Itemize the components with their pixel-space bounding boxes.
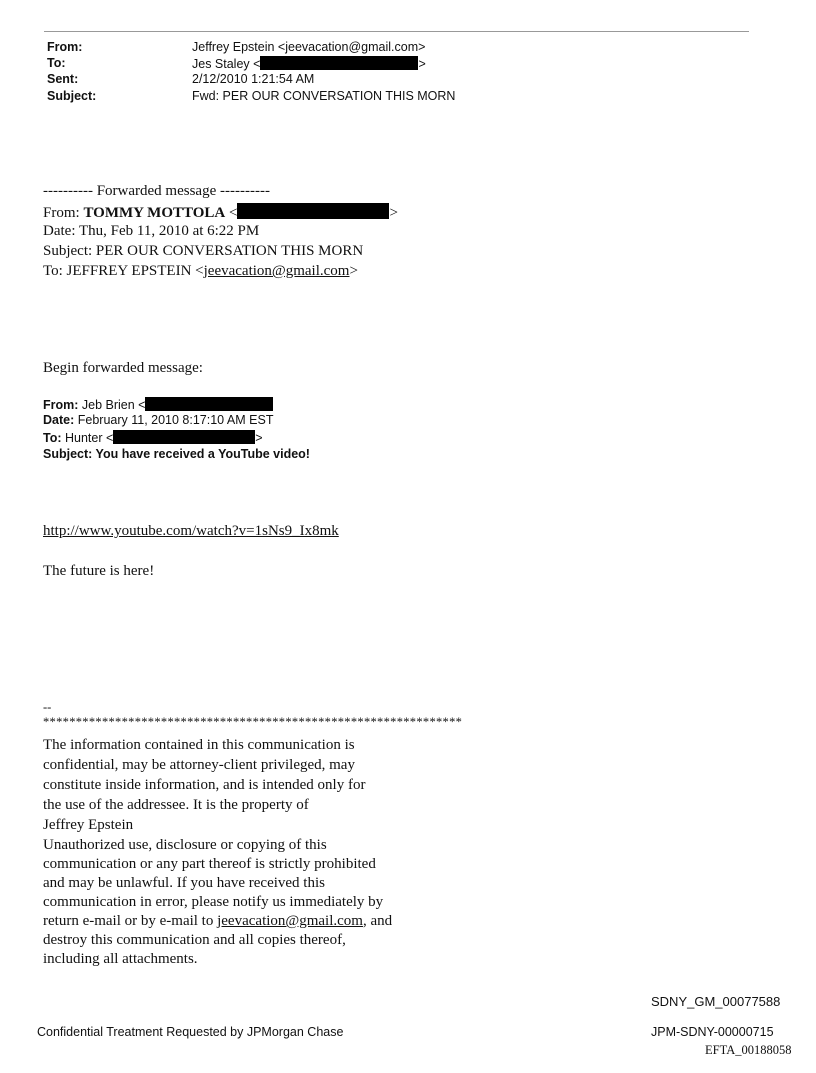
inner-date-label: Date: [43, 413, 75, 427]
youtube-link[interactable]: http://www.youtube.com/watch?v=1sNs9_Ix8mk [43, 523, 339, 539]
redaction-box [260, 56, 418, 70]
forwarded-from-name: TOMMY MOTTOLA [83, 205, 226, 221]
inner-to-label: To: [43, 431, 62, 445]
disclaimer-line: Jeffrey Epstein [43, 817, 134, 833]
sent-label: Sent: [47, 72, 79, 86]
return-suffix: , and [362, 913, 393, 929]
disclaimer-line: The information contained in this communication is [43, 737, 355, 753]
disclaimer-line: confidential, may be attorney-client privileged, may [43, 757, 355, 773]
disclaimer-line: communication or any part thereof is strictly prohibited [43, 856, 376, 872]
disclaimer-line: the use of the addressee. It is the property of [43, 797, 309, 813]
inner-date [43, 413, 273, 427]
from-label: From: [47, 40, 83, 54]
inner-from-value: Jeb Brien < [78, 398, 146, 412]
disclaimer-line: and may be unlawful. If you have received this [43, 875, 325, 891]
forwarded-to-suffix: > [349, 263, 358, 279]
disclaimer-line: including all attachments. [43, 951, 198, 967]
email-link[interactable]: jeevacation@gmail.com [217, 913, 363, 929]
forwarded-to [43, 263, 358, 280]
sent-value: 2/12/2010 1:21:54 AM [192, 72, 315, 86]
inner-to-value: Hunter < [61, 431, 114, 445]
bates-number-jpm: JPM-SDNY-00000715 [651, 1025, 774, 1039]
forwarded-from-open: < [225, 205, 238, 221]
to-label: To: [47, 56, 66, 70]
to-value [192, 56, 426, 71]
bates-number-sdny: SDNY_GM_00077588 [651, 994, 781, 1009]
disclaimer-line: destroy this communication and all copies thereof, [43, 932, 346, 948]
to-suffix: > [418, 57, 426, 71]
inner-to-suffix: > [255, 431, 263, 445]
inner-from [43, 397, 273, 412]
header-rule [44, 31, 749, 32]
forwarded-to-prefix: To: JEFFREY EPSTEIN < [43, 263, 204, 279]
redaction-box [145, 397, 273, 411]
forwarded-from [43, 203, 398, 222]
subject-value: Fwd: PER OUR CONVERSATION THIS MORN [192, 89, 456, 103]
forwarded-date: Date: Thu, Feb 11, 2010 at 6:22 PM [43, 223, 260, 239]
body-text: The future is here! [43, 563, 155, 579]
redaction-box [237, 203, 389, 219]
redaction-box [113, 430, 255, 444]
disclaimer-line: communication in error, please notify us immediately by [43, 894, 384, 910]
inner-subject: Subject: You have received a YouTube video! [43, 447, 310, 461]
disclaimer-line: Unauthorized use, disclosure or copying of this [43, 837, 327, 853]
confidential-notice: Confidential Treatment Requested by JPMorgan Chase [37, 1025, 344, 1039]
inner-date-value: February 11, 2010 8:17:10 AM EST [74, 413, 274, 427]
signature-dashes: -- [43, 700, 52, 714]
email-link[interactable]: jeevacation@gmail.com [203, 263, 350, 279]
begin-forwarded-label: Begin forwarded message: [43, 360, 203, 376]
inner-from-label: From: [43, 398, 79, 412]
from-value: Jeffrey Epstein <jeevacation@gmail.com> [192, 40, 426, 54]
disclaimer-line: constitute inside information, and is intended only for [43, 777, 366, 793]
inner-to [43, 430, 263, 445]
disclaimer-return-line [43, 913, 392, 930]
forwarded-from-close: > [389, 205, 398, 221]
forwarded-subject: Subject: PER OUR CONVERSATION THIS MORN [43, 243, 364, 259]
subject-label: Subject: [47, 89, 97, 103]
efta-number: EFTA_00188058 [705, 1043, 792, 1057]
signature-stars: **************************************************************** [43, 715, 463, 729]
return-prefix: return e-mail or by e-mail to [43, 913, 218, 929]
to-prefix: Jes Staley < [192, 57, 261, 71]
forwarded-marker: ---------- Forwarded message ---------- [43, 183, 270, 199]
forwarded-from-prefix: From: [43, 205, 84, 221]
